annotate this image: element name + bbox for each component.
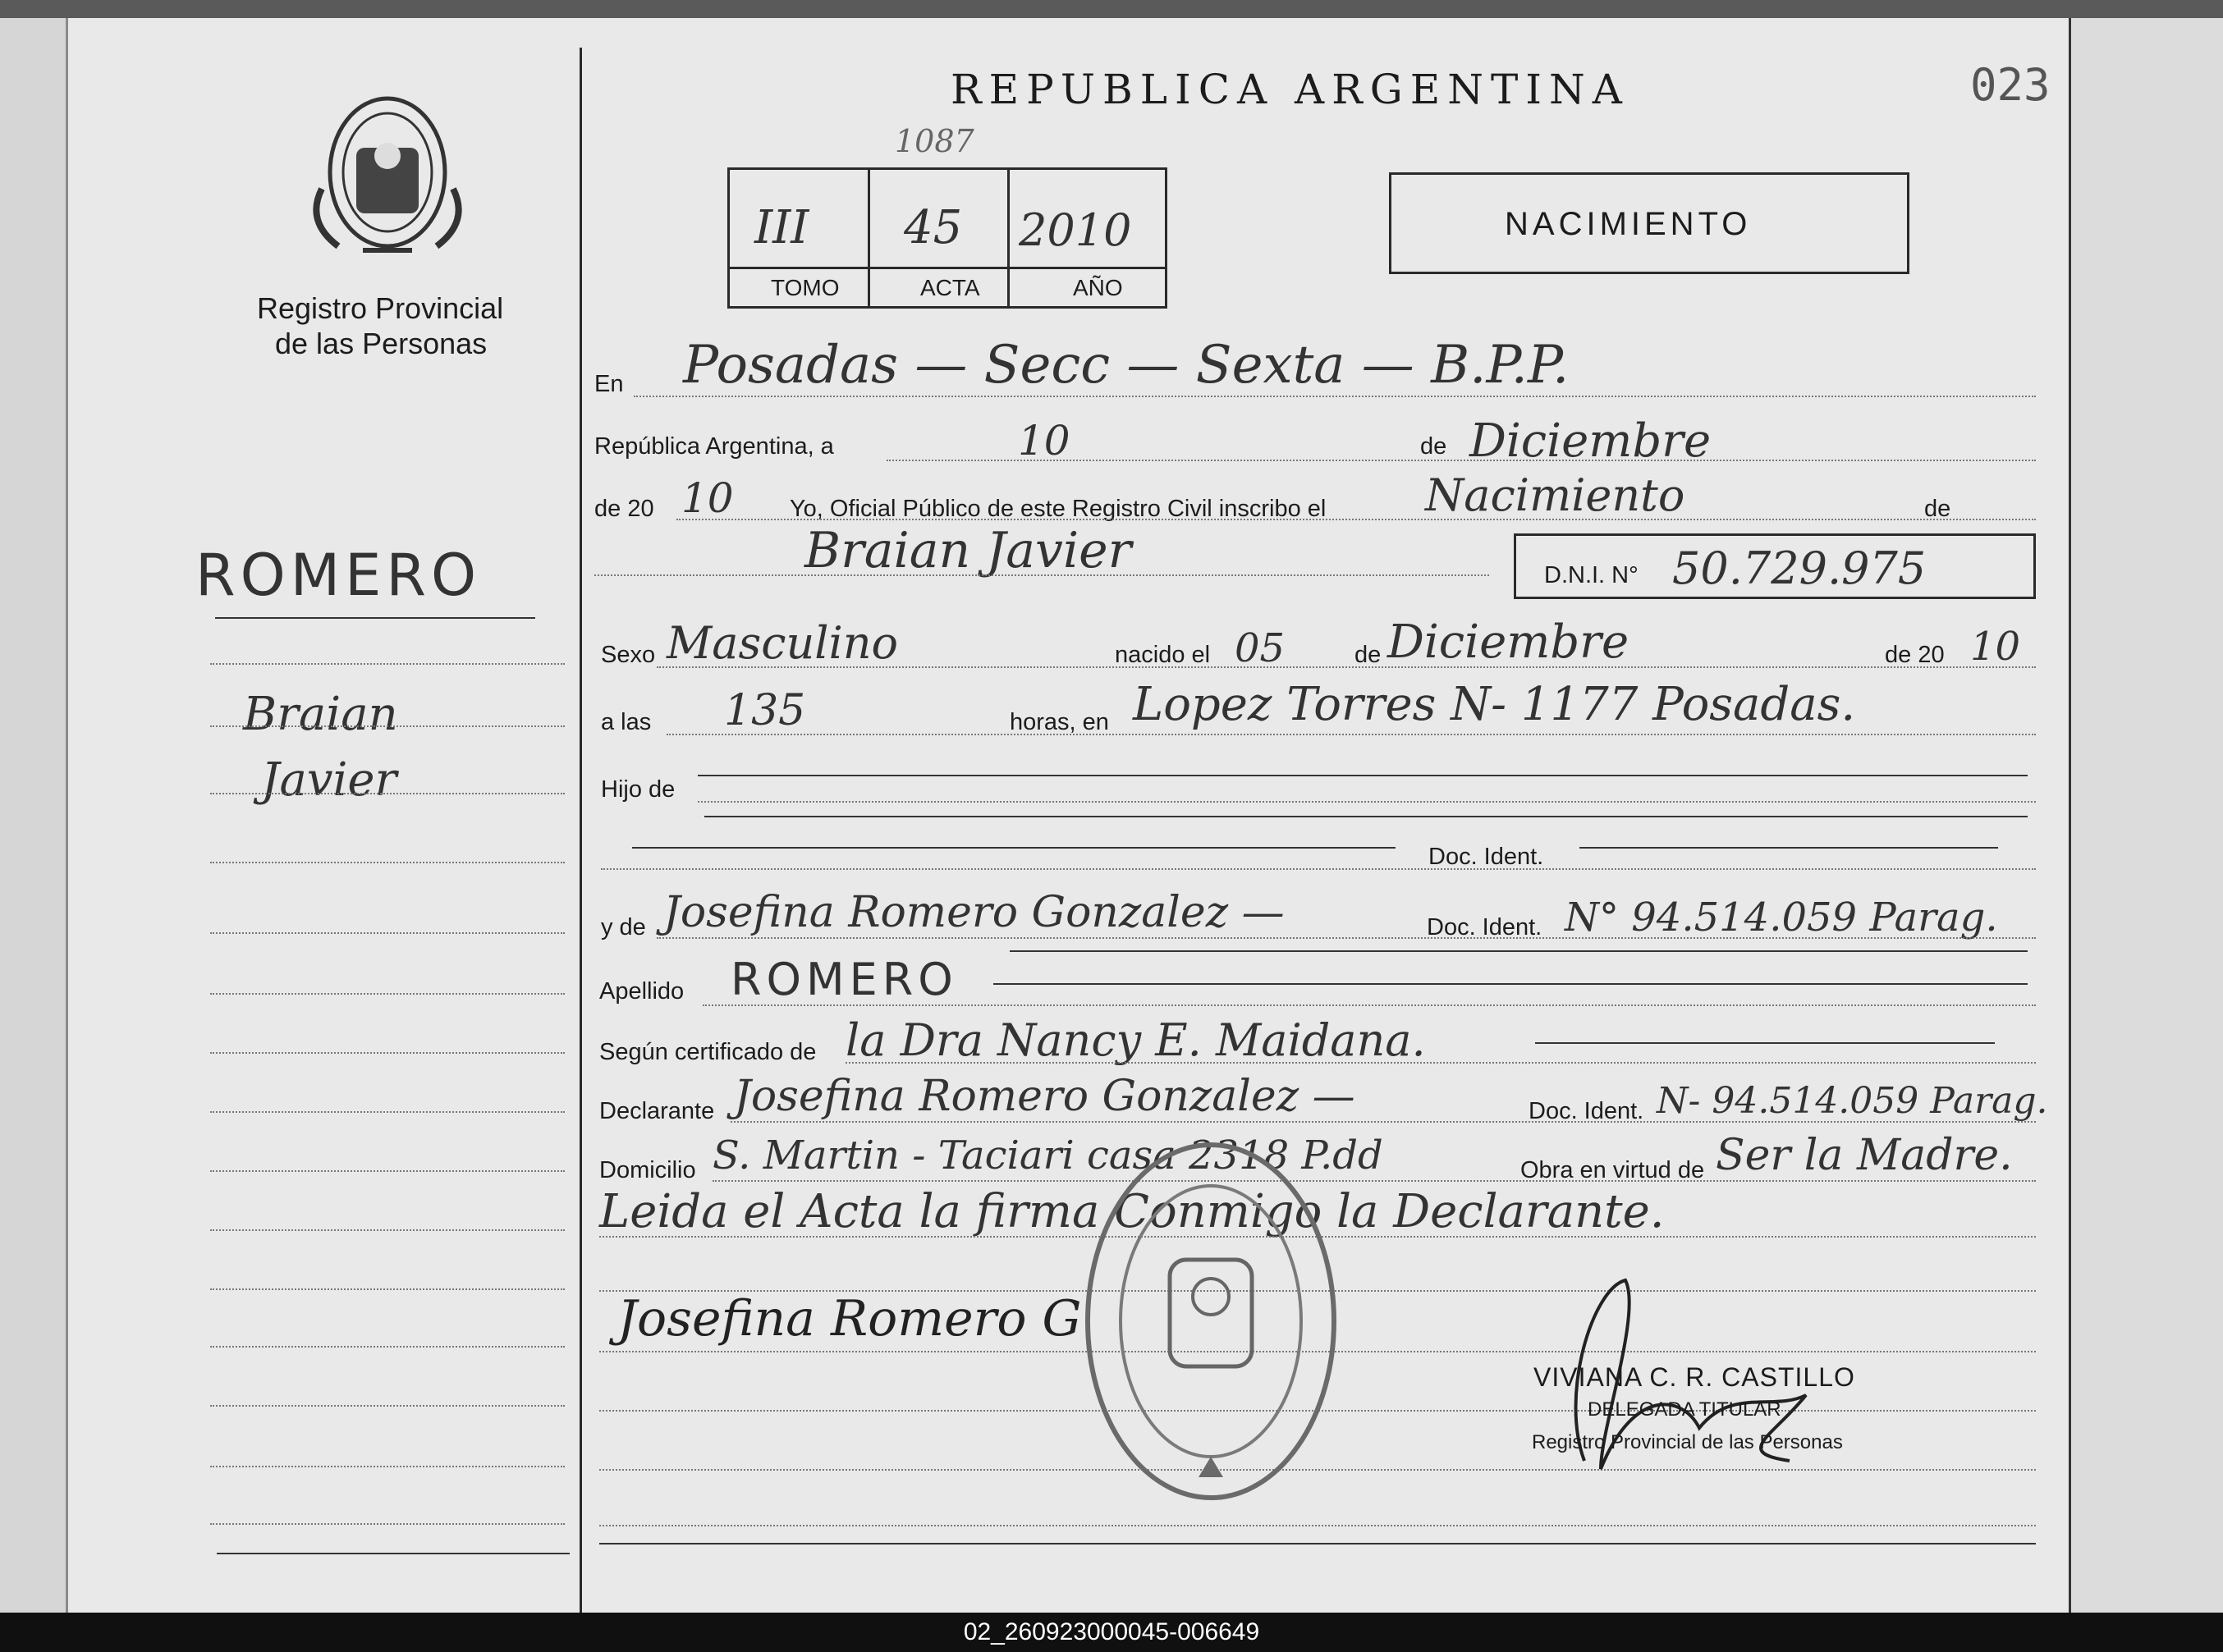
doc-ident-label: Doc. Ident. — [1428, 844, 1544, 870]
mother-doc-value: N° 94.514.059 Parag. — [1565, 895, 1998, 940]
sexo-value: Masculino — [667, 617, 899, 669]
apellido-line — [703, 1004, 2036, 1006]
official-stamp-icon — [1075, 1133, 1346, 1510]
segun-line — [846, 1062, 2036, 1064]
obra-label: Obra en virtud de — [1520, 1157, 1705, 1183]
hijo-label: Hijo de — [601, 776, 676, 803]
ano-label: AÑO — [1073, 275, 1123, 300]
acta-label: ACTA — [920, 275, 980, 300]
place-line — [634, 396, 2036, 397]
month-value: Diciembre — [1469, 414, 1712, 468]
page-number: 023 — [1970, 59, 2051, 111]
birth-day-value: 05 — [1235, 625, 1286, 671]
yo-text: Yo, Oficial Público de este Registro Civil inscribo el — [790, 496, 1327, 522]
blank-line-5 — [599, 1525, 2036, 1526]
domicilio-line — [713, 1180, 2036, 1182]
yde-label: y de — [601, 914, 646, 940]
binding-edge — [0, 18, 68, 1613]
yo-line — [676, 519, 2036, 520]
en-label: En — [594, 371, 624, 397]
child-name-line — [594, 574, 1489, 576]
obra-value: Ser la Madre. — [1716, 1131, 2013, 1180]
father-doc-line — [1579, 847, 1998, 849]
form-bottom-rule — [599, 1543, 2036, 1544]
declarant-signature: Josefina Romero G — [617, 1290, 1082, 1348]
de-label-2: de — [1924, 496, 1951, 522]
declarante-value: Josefina Romero Gonzalez — — [734, 1072, 1355, 1121]
official-name: VIVIANA C. R. CASTILLO — [1533, 1362, 1855, 1392]
domicilio-label: Domicilio — [599, 1157, 696, 1183]
father-line — [601, 868, 2036, 870]
event-value: Nacimiento — [1425, 469, 1685, 521]
dni-box — [1514, 533, 2036, 599]
scan-footer — [0, 1613, 2223, 1652]
margin-underline-1 — [215, 617, 535, 619]
hijo-line-1 — [698, 775, 2028, 776]
official-title: DELEGADA TITULAR — [1588, 1398, 1781, 1421]
segun-label: Según certificado de — [599, 1039, 817, 1065]
sexo-label: Sexo — [601, 642, 656, 668]
birth-month-value: Diciembre — [1387, 615, 1629, 669]
nacido-label: nacido el — [1115, 642, 1211, 668]
date-line — [887, 460, 2036, 461]
birth-year-value: 10 — [1970, 624, 2021, 670]
sexo-line — [657, 666, 2036, 668]
column-divider — [580, 48, 582, 1613]
certificado-trail — [1535, 1042, 1995, 1044]
scan-top-edge — [0, 0, 2223, 18]
mother-line — [657, 937, 2036, 939]
act-type: NACIMIENTO — [1505, 206, 1752, 242]
doc-ident-label-3: Doc. Ident. — [1529, 1098, 1644, 1124]
place-value: Posadas — Secc — Sexta — B.P.P. — [683, 335, 1570, 396]
de-label-3: de — [1354, 642, 1382, 668]
certificado-value: la Dra Nancy E. Maidana. — [846, 1014, 1426, 1066]
acta-value: 45 — [904, 201, 963, 254]
day-value: 10 — [1018, 417, 1070, 464]
declarante-label: Declarante — [599, 1098, 715, 1124]
de20-label: de 20 — [1885, 642, 1945, 668]
tomo-label: TOMO — [771, 275, 840, 300]
alas-line — [667, 734, 2036, 735]
record-box — [727, 167, 1167, 309]
margin-given-2: Javier — [261, 753, 397, 807]
de-label: de — [1420, 433, 1447, 460]
act-type-box — [1389, 172, 1909, 274]
doc-ident-label-2: Doc. Ident. — [1427, 914, 1542, 940]
domicilio-value: S. Martin - Taciari casa 2318 P.dd — [713, 1133, 1383, 1178]
country-title: REPUBLICA ARGENTINA — [951, 66, 1629, 113]
closing-note: Leida el Acta la firma Conmigo la Declarante. — [599, 1185, 1665, 1238]
apellido-line-bottom — [993, 983, 2028, 985]
apellido-line-top — [1010, 950, 2028, 952]
registry-name-line2: de las Personas — [275, 327, 488, 360]
official-org: Registro Provincial de las Personas — [1532, 1431, 1843, 1453]
margin-given-1: Braian — [243, 688, 398, 741]
provincial-seal-icon — [305, 90, 470, 263]
declarante-line — [731, 1121, 2036, 1123]
horas-label: horas, en — [1010, 709, 1109, 735]
dni-label: D.N.I. N° — [1544, 562, 1639, 588]
hijo-line-2 — [704, 816, 2028, 817]
registry-name-line1: Registro Provincial — [257, 291, 504, 325]
barcode-text: 02_260923000045-006649 — [963, 1618, 1260, 1645]
next-page-edge — [2069, 18, 2223, 1613]
tomo-value: III — [754, 201, 809, 254]
dni-value: 50.729.975 — [1672, 542, 1927, 594]
declarante-doc-value: N- 94.514.059 Parag. — [1657, 1080, 2048, 1122]
year-suffix-value: 10 — [681, 474, 734, 522]
alas-label: a las — [601, 709, 652, 735]
ano-value: 2010 — [1019, 204, 1132, 256]
hijo-dot-line — [698, 801, 2036, 803]
republica-label: República Argentina, a — [594, 433, 834, 460]
birth-place-value: Lopez Torres N- 1177 Posadas. — [1133, 678, 1856, 731]
margin-surname: ROMERO — [195, 542, 482, 609]
apellido-label: Apellido — [599, 978, 685, 1004]
child-name-value: Braian Javier — [804, 522, 1132, 579]
apellido-value: ROMERO — [731, 954, 958, 1005]
top-note: 1087 — [895, 123, 974, 159]
father-doc-blank — [632, 847, 1396, 849]
time-value: 135 — [724, 686, 806, 735]
mother-name-value: Josefina Romero Gonzalez — — [663, 888, 1285, 937]
year-prefix-label: de 20 — [594, 496, 654, 522]
